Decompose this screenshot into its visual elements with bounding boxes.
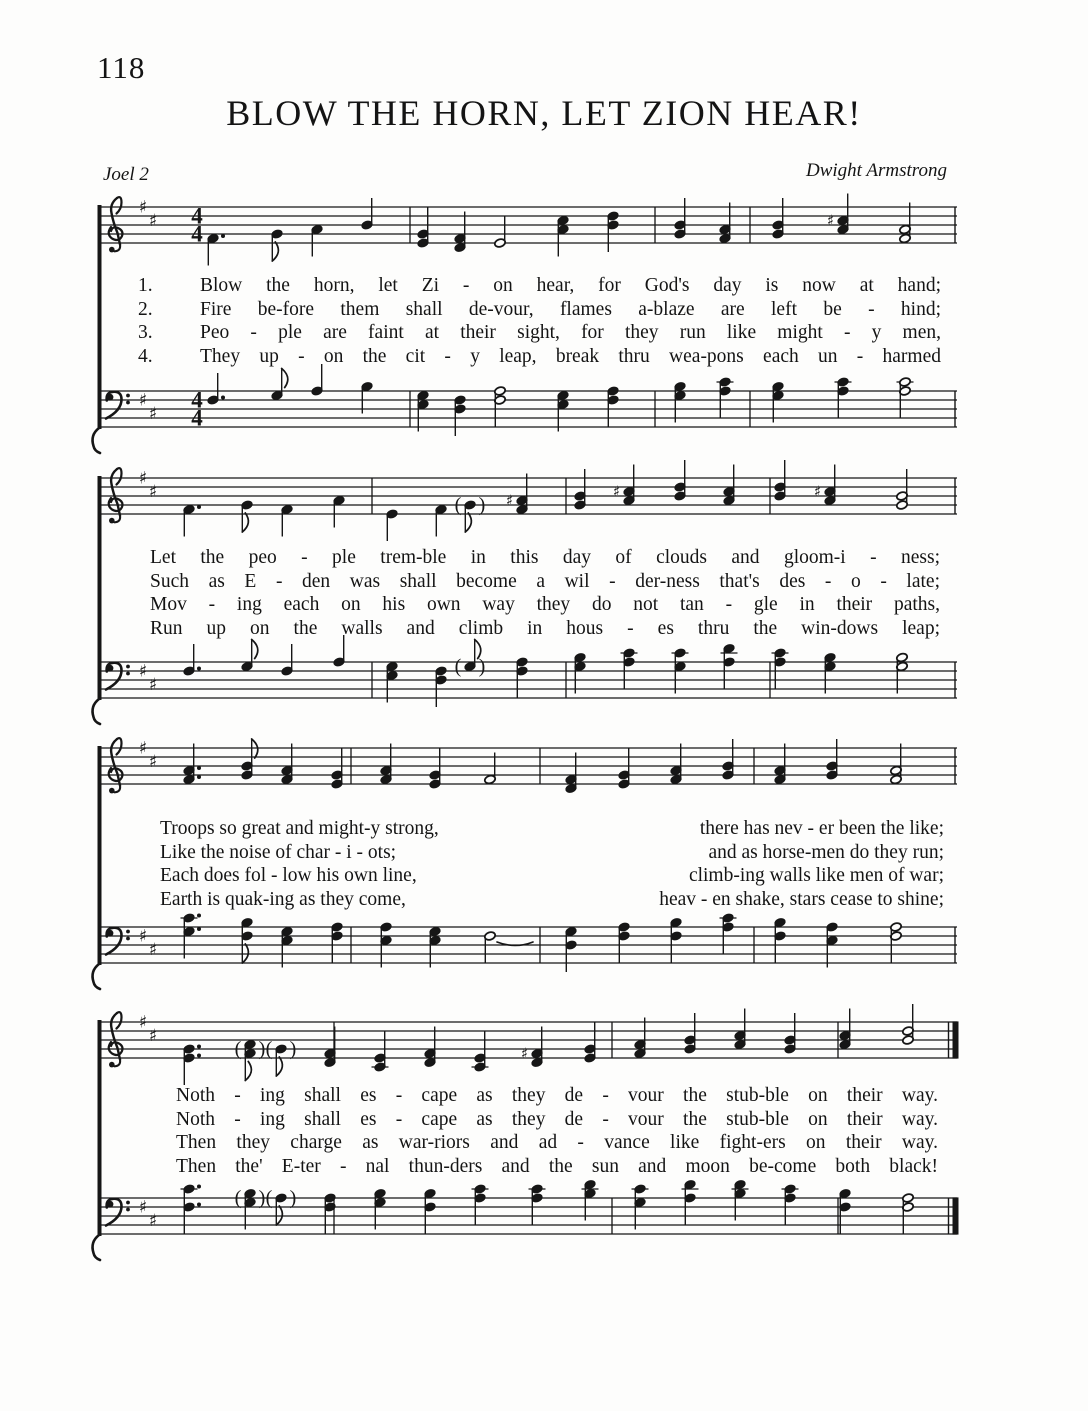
svg-text:(: ( — [265, 1038, 273, 1060]
lyric-line — [150, 617, 940, 641]
svg-text:): ) — [258, 1038, 266, 1060]
lyric-left: Each does fol - low his own line, — [160, 865, 417, 887]
lyric-text: Mov - ing each on his own way they do not tan - gle in their paths, — [150, 594, 940, 616]
lyric-text: Such as E - den was shall become a wil - der-ness that's des - o - late; — [150, 570, 940, 592]
svg-text:♯: ♯ — [148, 940, 158, 960]
svg-text:♯: ♯ — [505, 491, 514, 510]
svg-text:♯: ♯ — [612, 482, 621, 501]
verse-number: 4. — [138, 345, 153, 367]
verse-block3 — [160, 817, 944, 911]
lyric-line — [160, 817, 944, 841]
svg-text:4: 4 — [191, 405, 203, 431]
composer-credit: Dwight Armstrong — [806, 160, 947, 181]
svg-text:♯: ♯ — [138, 661, 148, 682]
lyric-right: there has nev - er been the like; — [699, 818, 944, 839]
svg-text:♯: ♯ — [826, 211, 835, 230]
lyric-text: Blow the horn, let Zi - on hear, for God's day is now at hand; — [200, 275, 941, 296]
svg-text:♯: ♯ — [148, 675, 158, 695]
lyric-line — [150, 546, 940, 570]
verse-number: 2. — [138, 298, 153, 320]
lyric-line — [160, 888, 944, 912]
svg-text:♯: ♯ — [813, 482, 822, 501]
svg-text:4: 4 — [191, 221, 203, 247]
svg-text:♯: ♯ — [138, 468, 148, 489]
lyric-line — [176, 1155, 938, 1179]
lyric-text: Then they charge as war-riors and ad - vance like fight-ers on their way. — [176, 1132, 938, 1154]
svg-text:♯: ♯ — [138, 1197, 148, 1218]
svg-text:(: ( — [234, 1038, 242, 1060]
svg-text:): ) — [478, 494, 486, 516]
lyric-left: Troops so great and might-y strong, — [160, 818, 439, 839]
svg-text:): ) — [478, 655, 486, 678]
svg-text:♯: ♯ — [138, 1012, 148, 1033]
lyric-line — [160, 841, 944, 865]
svg-text:): ) — [258, 1187, 266, 1209]
lyric-right: and as horse-men do they run; — [708, 841, 944, 863]
verse-block2 — [150, 546, 940, 640]
lyric-line — [176, 1084, 938, 1108]
svg-text:♯: ♯ — [520, 1044, 529, 1063]
lyric-text: Peo - ple are faint at their sight, for they run like might - y men, — [200, 322, 941, 344]
svg-text:♯: ♯ — [138, 738, 148, 759]
lyric-text: Then the' E-ter - nal thun-ders and the sun and moon be-come both black! — [176, 1155, 938, 1177]
svg-text:♯: ♯ — [138, 390, 148, 411]
svg-text:(: ( — [454, 655, 462, 678]
svg-text:♯: ♯ — [148, 482, 158, 502]
verse-block4 — [176, 1084, 938, 1178]
svg-text:(: ( — [454, 494, 462, 516]
lyric-line — [150, 593, 940, 617]
svg-text:4: 4 — [191, 203, 203, 229]
svg-text:♯: ♯ — [138, 197, 148, 218]
scripture-reference: Joel 2 — [103, 164, 149, 185]
svg-text:): ) — [289, 1187, 297, 1209]
verse-block1 — [138, 274, 941, 368]
svg-text:♯: ♯ — [148, 1211, 158, 1231]
svg-text:♯: ♯ — [148, 404, 158, 424]
lyric-line — [150, 570, 940, 594]
lyric-text: Noth - ing shall es - cape as they de - vour the stub-ble on their way. — [176, 1085, 938, 1106]
verse-number: 1. — [138, 275, 153, 296]
svg-text:(: ( — [265, 1187, 273, 1209]
lyric-left: Like the noise of char - i - ots; — [160, 841, 397, 863]
svg-text:♯: ♯ — [148, 1026, 158, 1046]
lyric-text: Run up on the walls and climb in hous - es thru the win-dows leap; — [150, 617, 940, 639]
verse-number: 3. — [138, 322, 153, 344]
svg-text:♯: ♯ — [138, 926, 148, 947]
lyric-line — [176, 1131, 938, 1155]
lyric-text: Fire be-fore them shall de-vour, flames a-blaze are left be - hind; — [200, 298, 941, 320]
lyric-right: climb-ing walls like men of war; — [688, 865, 944, 887]
lyric-text: They up - on the cit - y leap, break thru wea-pons each un - harmed — [200, 345, 941, 367]
lyric-line — [176, 1108, 938, 1132]
svg-text:♯: ♯ — [148, 211, 158, 231]
lyric-line — [138, 321, 941, 345]
lyric-left: Earth is quak-ing as they come, — [160, 888, 406, 910]
svg-text:(: ( — [234, 1187, 242, 1209]
lyric-text: Noth - ing shall es - cape as they de - vour the stub-ble on their way. — [176, 1108, 938, 1130]
svg-text:): ) — [289, 1038, 297, 1060]
lyric-line — [138, 345, 941, 369]
page-number: 118 — [97, 50, 146, 85]
lyric-right: heav - en shake, stars cease to shine; — [659, 888, 944, 910]
lyric-line — [138, 274, 941, 298]
svg-text:♯: ♯ — [148, 752, 158, 772]
hymn-title: BLOW THE HORN, LET ZION HEAR! — [226, 93, 862, 133]
lyric-line — [138, 298, 941, 322]
svg-text:4: 4 — [191, 387, 203, 413]
lyric-line — [160, 864, 944, 888]
lyric-text: Let the peo - ple trem-ble in this day of clouds and gloom-i - ness; — [150, 547, 940, 568]
